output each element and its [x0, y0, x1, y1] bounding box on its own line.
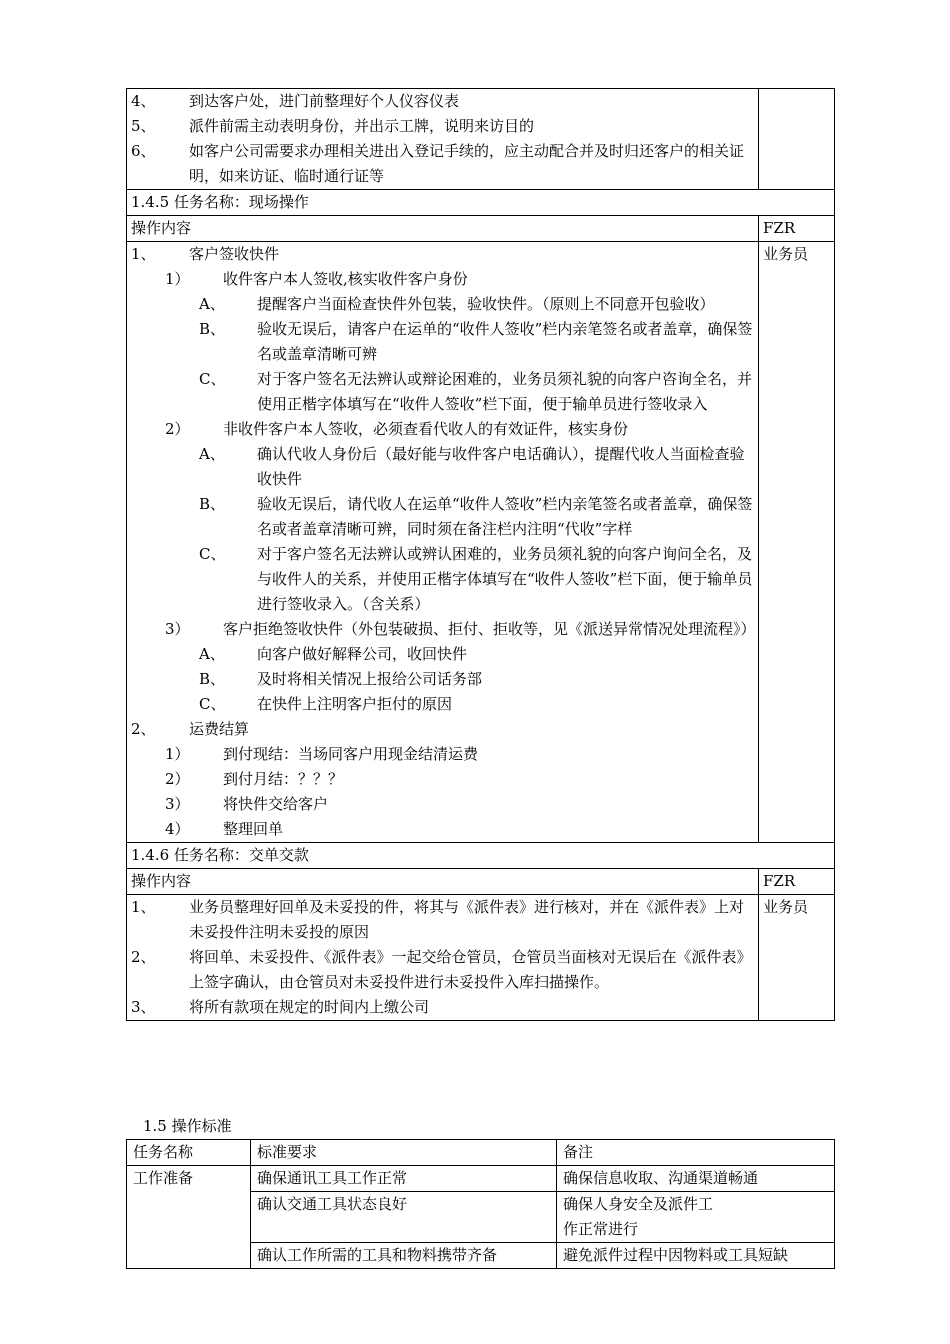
- step-line: [131, 139, 754, 189]
- step-text: 对于客户签名无法辨认或辨认困难的，业务员须礼貌的向客户询问全名，及与收件人的关系，并使用正楷字体填写在“收件人签收”栏下面，便于输单员进行签收录入。（含关系）: [257, 545, 753, 613]
- step-line: [131, 367, 754, 417]
- step-text: 到付月结：？？？: [223, 770, 344, 788]
- step-marker: B、: [199, 670, 226, 688]
- step-marker: C、: [199, 695, 226, 713]
- note-cell: 避免派件过程中因物料或工具短缺: [557, 1243, 835, 1269]
- standards-row: [127, 1166, 835, 1192]
- step-marker: 5、: [131, 117, 156, 135]
- task-146-content-header: 操作内容: [127, 869, 759, 895]
- step-text: 验收无误后，请客户在运单的“收件人签收”栏内亲笔签名或者盖章，确保签名或盖章清晰可辨: [257, 320, 753, 363]
- task-146-content: [127, 895, 759, 1021]
- step-marker: 3）: [165, 795, 190, 813]
- step-text: 派件前需主动表明身份，并出示工牌，说明来访目的: [189, 117, 535, 135]
- note-cell: 确保信息收取、沟通渠道畅通: [557, 1166, 835, 1192]
- step-marker: A、: [199, 445, 225, 463]
- step-text: 提醒客户当面检查快件外包装，验收快件。（原则上不同意开包验收）: [257, 295, 715, 313]
- section-title: 1.5 操作标准: [143, 1117, 232, 1135]
- step-line: [131, 617, 754, 642]
- header-requirement: 标准要求: [251, 1140, 557, 1166]
- step-text: 将快件交给客户: [223, 795, 329, 813]
- step-line: [131, 417, 754, 442]
- step-line: [131, 767, 754, 792]
- step-marker: B、: [199, 320, 226, 338]
- task-name-cell: 工作准备: [127, 1166, 251, 1269]
- step-marker: A、: [199, 645, 225, 663]
- step-text: 到付现结：当场同客户用现金结清运费: [223, 745, 479, 763]
- step-line: [131, 89, 754, 114]
- step-text: 整理回单: [223, 820, 284, 838]
- step-marker: 1、: [131, 245, 156, 263]
- step-marker: 2、: [131, 720, 156, 738]
- step-text: 非收件客户本人签收，必须查看代收人的有效证件，核实身份: [223, 420, 629, 438]
- step-line: [131, 792, 754, 817]
- step-line: [131, 442, 754, 492]
- task-146-body-row: [127, 895, 835, 1021]
- step-text: 在快件上注明客户拒付的原因: [257, 695, 453, 713]
- note-text: 确保人身安全及派件工作正常进行: [563, 1195, 714, 1238]
- step-marker: 3、: [131, 998, 156, 1016]
- task-145-steps: [131, 242, 754, 842]
- step-marker: B、: [199, 495, 226, 513]
- step-marker: 1）: [165, 745, 190, 763]
- standards-header-row: [127, 1140, 835, 1166]
- step-text: 收件客户本人签收,核实收件客户身份: [223, 270, 468, 288]
- procedure-table: [126, 88, 835, 1021]
- step-line: [131, 817, 754, 842]
- step-line: [131, 692, 754, 717]
- task-145-header-row: [127, 216, 835, 242]
- task-145-role: 业务员: [759, 242, 835, 843]
- task-145-content-header: 操作内容: [127, 216, 759, 242]
- requirement-cell: 确认交通工具状态良好: [251, 1192, 557, 1243]
- note-cell: [557, 1192, 835, 1243]
- step-line: [131, 642, 754, 667]
- continuation-content: [127, 89, 759, 190]
- continuation-list: [131, 89, 754, 189]
- step-text: 到达客户处，进门前整理好个人仪容仪表: [189, 92, 460, 110]
- task-146-role-header: FZR: [759, 869, 835, 895]
- step-line: [131, 895, 754, 945]
- step-line: [131, 945, 754, 995]
- step-line: [131, 242, 754, 267]
- task-146-title: 1.4.6 任务名称：交单交款: [127, 843, 835, 869]
- procedure-continuation-row: [127, 89, 835, 190]
- step-text: 确认代收人身份后（最好能与收件客户电话确认），提醒代收人当面检查验收快件: [257, 445, 745, 488]
- task-145-role-header: FZR: [759, 216, 835, 242]
- step-line: [131, 317, 754, 367]
- step-text: 验收无误后，请代收人在运单“收件人签收”栏内亲笔签名或者盖章，确保签名或者盖章清晰可辨，同时须在备注栏内注明“代收”字样: [257, 495, 753, 538]
- step-marker: 6、: [131, 142, 156, 160]
- task-146-header-row: [127, 869, 835, 895]
- step-line: [131, 667, 754, 692]
- step-line: [131, 995, 754, 1020]
- step-marker: 4、: [131, 92, 156, 110]
- task-145-title: 1.4.5 任务名称：现场操作: [127, 190, 835, 216]
- step-line: [131, 717, 754, 742]
- step-marker: C、: [199, 545, 226, 563]
- standards-table: [126, 1139, 835, 1269]
- task-145-body-row: [127, 242, 835, 843]
- task-146-role: 业务员: [759, 895, 835, 1021]
- step-line: [131, 542, 754, 617]
- requirement-cell: 确保通讯工具工作正常: [251, 1166, 557, 1192]
- requirement-cell: 确认工作所需的工具和物料携带齐备: [251, 1243, 557, 1269]
- step-marker: 3）: [165, 620, 190, 638]
- step-line: [131, 267, 754, 292]
- task-146-title-row: [127, 843, 835, 869]
- step-text: 如客户公司需要求办理相关进出入登记手续的，应主动配合并及时归还客户的相关证明，如来访证、临时通行证等: [189, 142, 745, 185]
- step-marker: 1、: [131, 898, 156, 916]
- step-marker: 1）: [165, 270, 190, 288]
- step-line: [131, 292, 754, 317]
- task-145-title-row: [127, 190, 835, 216]
- step-text: 对于客户签名无法辨认或辩论困难的，业务员须礼貌的向客户咨询全名，并使用正楷字体填写在“收件人签收”栏下面，便于输单员进行签收录入: [257, 370, 753, 413]
- step-text: 运费结算: [189, 720, 250, 738]
- step-marker: 2、: [131, 948, 156, 966]
- step-text: 客户拒绝签收快件（外包装破损、拒付、拒收等，见《派送异常情况处理流程》）: [223, 620, 756, 638]
- step-text: 及时将相关情况上报给公司话务部: [257, 670, 483, 688]
- task-146-steps: [131, 895, 754, 1020]
- step-marker: 4）: [165, 820, 190, 838]
- header-task-name: 任务名称: [127, 1140, 251, 1166]
- header-note: 备注: [557, 1140, 835, 1166]
- step-marker: 2）: [165, 420, 190, 438]
- step-text: 客户签收快件: [189, 245, 280, 263]
- step-line: [131, 114, 754, 139]
- step-marker: A、: [199, 295, 225, 313]
- step-marker: 2）: [165, 770, 190, 788]
- step-text: 向客户做好解释公司，收回快件: [257, 645, 468, 663]
- continuation-role-cell: [759, 89, 835, 190]
- step-line: [131, 742, 754, 767]
- step-text: 将回单、未妥投件、《派件表》一起交给仓管员，仓管员当面核对无误后在《派件表》上签字确认，由仓管员对未妥投件进行未妥投件入库扫描操作。: [189, 948, 752, 991]
- step-text: 将所有款项在规定的时间内上缴公司: [189, 998, 430, 1016]
- step-text: 业务员整理好回单及未妥投的件，将其与《派件表》进行核对，并在《派件表》上对未妥投件注明未妥投的原因: [189, 898, 745, 941]
- task-145-content: [127, 242, 759, 843]
- step-marker: C、: [199, 370, 226, 388]
- step-line: [131, 492, 754, 542]
